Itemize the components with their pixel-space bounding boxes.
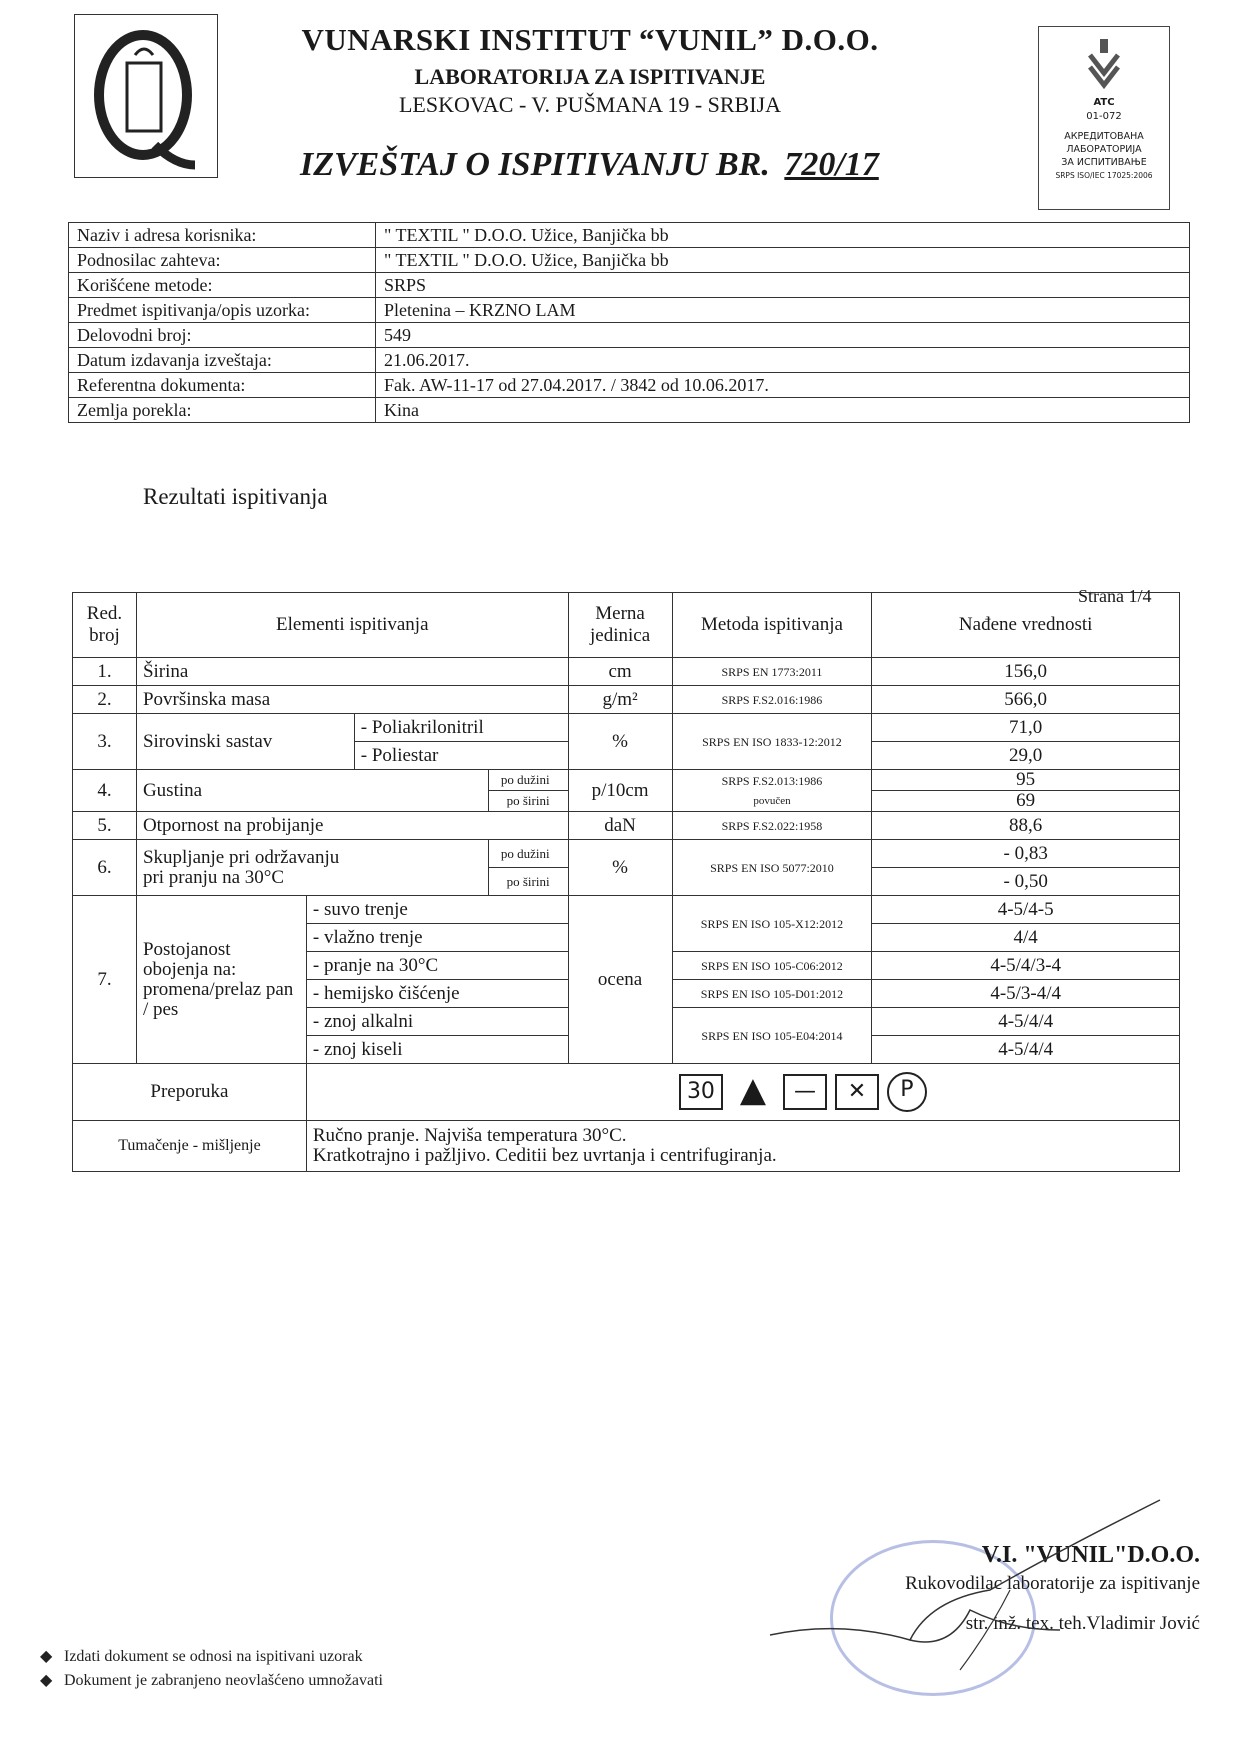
signature-name: str. inž. tex. teh.Vladimir Jović [965,1613,1200,1634]
row-element: Površinska masa [136,686,568,714]
atc-code: ATC [1093,97,1115,108]
info-label: Predmet ispitivanja/opis uzorka: [69,298,376,323]
table-row [73,770,1180,791]
info-label: Datum izdavanja izveštaja: [69,348,376,373]
recommendation-row [73,1064,1180,1121]
row-no: 3. [73,714,137,770]
row-sub-element: - znoj kiseli [306,1036,568,1064]
table-row [73,714,1180,742]
row-method: SRPS F.S2.016:1986 [672,686,872,714]
info-value: " TEXTIL " D.O.O. Užice, Banjička bb [376,223,1190,248]
atc-line3: ЗА ИСПИТИВАЊЕ [1061,157,1147,168]
row-value: 566,0 [872,686,1180,714]
row-sub-element: po širini [488,791,568,812]
row-value: 95 [872,770,1180,791]
footer-note-2 [40,1670,383,1690]
info-value: Pletenina – KRZNO LAM [376,298,1190,323]
footer-text: Dokument je zabranjeno neovlašćeno umnožavati [64,1672,383,1689]
row-no: 1. [73,658,137,686]
row-sub-element: po dužini [488,840,568,868]
row-element [136,840,488,896]
footer-note-1 [40,1646,363,1666]
row-unit: daN [568,812,672,840]
interpretation-line1: Ručno pranje. Najviša temperatura 30°C. [312,1125,627,1146]
row-sub-element: po dužini [488,770,568,791]
care-symbols [306,1064,1179,1121]
recommendation-label: Preporuka [73,1064,307,1121]
results-table [72,592,1180,1172]
interpretation-text [306,1121,1179,1172]
row-value: 71,0 [872,714,1180,742]
row-value: 69 [872,791,1180,812]
row-value: 4-5/4/4 [872,1036,1180,1064]
row-element: Gustina [136,770,488,812]
info-value: Kina [376,398,1190,423]
row-element: Sirovinski sastav [136,714,354,770]
info-value: " TEXTIL " D.O.O. Užice, Banjička bb [376,248,1190,273]
row-no: 4. [73,770,137,812]
info-label: Naziv i adresa korisnika: [69,223,376,248]
row-method: SRPS EN ISO 5077:2010 [672,840,872,896]
row-no: 6. [73,840,137,896]
interpretation-row [73,1121,1180,1172]
row-sub-element: po širini [488,868,568,896]
info-row [69,323,1190,348]
row-method: SRPS EN ISO 105-D01:2012 [672,980,872,1008]
info-value: Fak. AW-11-17 od 27.04.2017. / 3842 od 10.06.2017. [376,373,1190,398]
report-number: 720/17 [784,146,879,183]
row-method: SRPS EN ISO 105-E04:2014 [672,1008,872,1064]
row-sub-element: - znoj alkalni [306,1008,568,1036]
col-header-values: Nađene vrednosti [872,593,1180,658]
row-value: 88,6 [872,812,1180,840]
section-title: Rezultati ispitivanja [143,484,328,509]
info-label: Zemlja porekla: [69,398,376,423]
handwritten-signature [760,1490,1220,1710]
info-value: SRPS [376,273,1190,298]
table-header-row [73,593,1180,658]
row-unit: p/10cm [568,770,672,812]
row-no: 7. [73,896,137,1064]
bullet-icon: ◆ [40,1648,53,1665]
info-row [69,398,1190,423]
info-row [69,223,1190,248]
row-no: 2. [73,686,137,714]
row-value: 29,0 [872,742,1180,770]
row-sub-element: - suvo trenje [306,896,568,924]
signature-org: V.I. "VUNIL"D.O.O. [981,1542,1200,1568]
report-prefix: IZVEŠTAJ O ISPITIVANJU BR. [300,146,770,183]
row-sub-element: - pranje na 30°C [306,952,568,980]
footer-text: Izdati dokument se odnosi na ispitivani uzorak [64,1648,363,1665]
row-element: Postojanost obojenja na: promena/prelaz pan / pes [136,896,306,1064]
row-unit: % [568,714,672,770]
flat-dry-icon: — [783,1074,827,1110]
info-row [69,273,1190,298]
row-sub-element: - vlažno trenje [306,924,568,952]
row-value: 4-5/3-4/4 [872,980,1180,1008]
col-header-method: Metoda ispitivanja [672,593,872,658]
row-element: Otpornost na probijanje [136,812,568,840]
institute-logo [74,14,218,178]
accreditation-badge [1038,26,1170,210]
info-label: Podnosilac zahteva: [69,248,376,273]
row-element-line1: Skupljanje pri održavanju [142,846,340,868]
no-tumble-dry-icon: ✕ [835,1074,879,1110]
row-sub-element: - Poliestar [354,742,568,770]
row-unit: cm [568,658,672,686]
row-sub-element: - Poliakrilonitril [354,714,568,742]
row-value: - 0,50 [872,868,1180,896]
row-no: 5. [73,812,137,840]
info-label: Delovodni broj: [69,323,376,348]
no-bleach-icon: ▲ [739,1070,767,1110]
row-value: 156,0 [872,658,1180,686]
row-value: 4-5/4/4 [872,1008,1180,1036]
info-row [69,373,1190,398]
row-element-line2: pri pranju na 30°C [142,866,285,888]
dry-clean-p-icon: P [887,1072,927,1112]
method-code: SRPS F.S2.013:1986 [721,773,823,788]
atc-line2: ЛАБОРАТОРИЈА [1066,144,1142,155]
vunil-q-logo [75,15,215,175]
row-value: 4/4 [872,924,1180,952]
atc-line1: АКРЕДИТОВАНА [1064,131,1144,142]
row-method: SRPS F.S2.022:1958 [672,812,872,840]
atc-number: 01-072 [1086,111,1122,122]
table-row [73,840,1180,868]
info-label: Referentna dokumenta: [69,373,376,398]
info-value: 549 [376,323,1190,348]
method-note: povučen [753,794,791,807]
page-number: Strana 1/4 [1078,586,1152,606]
lab-name: LABORATORIJA ZA ISPITIVANJE [414,64,766,89]
row-method: SRPS EN ISO 105-C06:2012 [672,952,872,980]
table-row [73,686,1180,714]
atc-logo-icon [1084,37,1124,93]
row-value: 4-5/4-5 [872,896,1180,924]
info-row [69,298,1190,323]
table-row [73,812,1180,840]
client-info-table [68,222,1190,423]
table-row [73,658,1180,686]
col-header-elements: Elementi ispitivanja [136,593,568,658]
row-sub-element: - hemijsko čišćenje [306,980,568,1008]
info-row [69,348,1190,373]
institute-name: VUNARSKI INSTITUT “VUNIL” D.O.O. [301,22,879,57]
atc-standard: SRPS ISO/IEC 17025:2006 [1055,171,1153,180]
interpretation-label: Tumačenje - mišljenje [73,1121,307,1172]
info-value: 21.06.2017. [376,348,1190,373]
info-label: Korišćene metode: [69,273,376,298]
row-unit: % [568,840,672,896]
info-row [69,248,1190,273]
interpretation-line2: Kratkotrajno i pažljivo. Ceditii bez uvrtanja i centrifugiranja. [312,1145,777,1166]
institute-address: LESKOVAC - V. PUŠMANA 19 - SRBIJA [398,92,782,117]
row-method: SRPS EN ISO 105-X12:2012 [672,896,872,952]
row-value: - 0,83 [872,840,1180,868]
signature-role: Rukovodilac laboratorije za ispitivanje [905,1573,1200,1594]
bullet-icon: ◆ [40,1672,53,1689]
row-unit: ocena [568,896,672,1064]
row-method: SRPS EN 1773:2011 [672,658,872,686]
report-title [300,146,885,184]
row-method: SRPS EN ISO 1833-12:2012 [672,714,872,770]
row-value: 4-5/4/3-4 [872,952,1180,980]
row-unit: g/m² [568,686,672,714]
row-element: Širina [136,658,568,686]
col-header-unit: Merna jedinica [568,593,672,658]
table-row [73,896,1180,924]
row-method [672,770,872,812]
col-header-no: Red. broj [73,593,137,658]
hand-wash-icon: 30 [679,1074,723,1110]
